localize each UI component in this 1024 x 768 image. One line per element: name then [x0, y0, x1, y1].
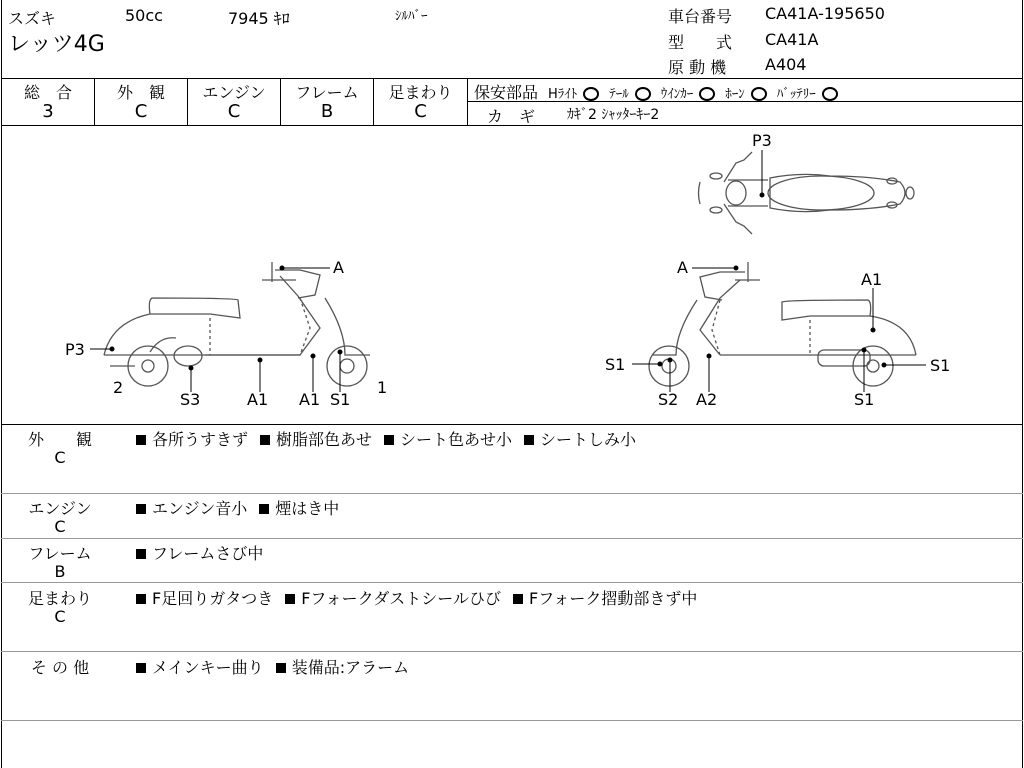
diagram-label-left-p3: P3 [65, 340, 85, 359]
section-frame-grade: B [54, 562, 66, 581]
grade-exterior-label: 外 観 [116, 83, 165, 102]
section-engine-title: エンジン [28, 499, 92, 518]
bullet-square-icon [260, 435, 270, 445]
section-suspension-title: 足まわり [27, 589, 92, 608]
bullet-square-icon [285, 594, 295, 604]
grade-frame-value: B [320, 101, 334, 122]
grade-engine-value: C [227, 101, 241, 122]
bullet-square-icon [136, 663, 146, 673]
section-line-4 [1, 651, 1023, 652]
note-item: 樹脂部色あせ [276, 430, 373, 449]
top-view-scooter [699, 152, 915, 234]
diagram-label-right-a: A [677, 258, 688, 277]
bullet-square-icon [259, 504, 269, 514]
note-item: シートしみ小 [540, 430, 637, 449]
grade-suspension-value: C [414, 101, 427, 122]
grade-total-value: 3 [42, 101, 54, 122]
section-suspension-notes [136, 586, 709, 609]
maker-text: スズキ [8, 9, 57, 28]
bullet-square-icon [524, 435, 534, 445]
section-exterior-grade: C [54, 448, 66, 467]
horn-ok-icon [751, 87, 767, 101]
sheet-right-border [1022, 0, 1023, 768]
grade-engine-label: エンジン [202, 83, 266, 102]
safety-item-tail: ﾃｰﾙ [609, 87, 629, 102]
safety-item-horn: ﾎｰﾝ [725, 87, 745, 102]
key-label: カ ギ [487, 107, 536, 126]
grade-frame-label: フレーム [295, 83, 359, 102]
section-line-2 [1, 538, 1023, 539]
safety-item-battery: ﾊﾞｯﾃﾘｰ [776, 87, 816, 102]
bullet-square-icon [136, 435, 146, 445]
key-value: ｶｷﾞ2 ｼｬｯﾀｰｷｰ2 [567, 107, 660, 123]
diagram-bottom-line [1, 424, 1023, 425]
winker-ok-icon [699, 87, 715, 101]
displacement-text: 50cc [125, 6, 163, 25]
safety-label: 保安部品 [474, 83, 539, 102]
safety-item-headlight: Hﾗｲﾄ [548, 87, 578, 102]
diagram-label-right-s1-bottom: S1 [854, 390, 875, 409]
note-item: Fフォークダストシールひび [301, 589, 501, 608]
tail-ok-icon [635, 87, 651, 101]
bullet-square-icon [276, 663, 286, 673]
grade-divider-5 [467, 78, 468, 125]
engine-label: 原 動 機 [668, 58, 727, 77]
section-suspension-grade: C [54, 607, 66, 626]
bullet-square-icon [384, 435, 394, 445]
diagram-label-right-a2: A2 [696, 390, 718, 409]
color-text: ｼﾙﾊﾞｰ [395, 9, 428, 24]
section-line-1 [1, 493, 1023, 494]
section-line-3 [1, 582, 1023, 583]
header-bottom-line [1, 78, 1023, 79]
note-item: エンジン音小 [152, 499, 248, 518]
bullet-square-icon [136, 549, 146, 559]
note-item: F足回りガタつき [152, 589, 274, 608]
bullet-square-icon [513, 594, 523, 604]
battery-ok-icon [822, 87, 838, 101]
diagram-label-right-s1-right: S1 [930, 356, 951, 375]
note-item: 装備品:アラーム [291, 658, 410, 677]
diagram-label-left-s3: S3 [180, 390, 201, 409]
diagram-label-right-s1-left: S1 [605, 355, 626, 374]
safety-item-winker: ｳｲﾝｶｰ [660, 87, 694, 102]
diagram-label-right-s2: S2 [658, 390, 679, 409]
diagram-label-left-2: 2 [113, 378, 124, 397]
type-value: CA41A [765, 30, 819, 49]
chassis-label: 車台番号 [668, 7, 733, 26]
note-item: シート色あせ小 [400, 430, 513, 449]
section-engine-notes [136, 496, 351, 519]
grade-total-label: 総 合 [23, 83, 72, 102]
section-frame-title: フレーム [28, 544, 92, 563]
engine-value: A404 [765, 55, 807, 74]
note-item: フレームさび中 [152, 544, 264, 563]
left-side-scooter [104, 262, 370, 386]
safety-parts-row [474, 80, 838, 103]
diagram-label-left-a1: A1 [247, 390, 269, 409]
note-item: Fフォーク摺動部きず中 [528, 589, 698, 608]
section-engine-grade: C [54, 517, 66, 536]
section-other-notes [136, 655, 421, 678]
chassis-value: CA41A-195650 [765, 4, 885, 23]
model-name: レッツ4G [8, 32, 105, 57]
headlight-ok-icon [583, 87, 599, 101]
type-label: 型 式 [668, 33, 733, 52]
diagram-label-left-1: 1 [377, 378, 388, 397]
section-frame-notes [136, 541, 275, 564]
bullet-square-icon [136, 504, 146, 514]
bullet-square-icon [136, 594, 146, 604]
section-exterior-notes [136, 427, 648, 450]
note-item: メインキー曲り [152, 658, 264, 677]
diagram-label-left-a1b: A1 [299, 390, 321, 409]
note-item: 煙はき中 [275, 499, 340, 518]
section-line-5 [1, 720, 1023, 721]
diagram-label-p3-top: P3 [752, 131, 772, 150]
section-other-title: そ の 他 [30, 658, 90, 677]
diagram-label-left-s1: S1 [330, 390, 351, 409]
note-item: 各所うすきず [152, 430, 249, 449]
diagram-label-left-a: A [333, 258, 344, 277]
diagram-label-right-a1: A1 [861, 270, 883, 289]
grade-suspension-label: 足まわり [388, 83, 453, 102]
mileage-text: 7945 ｷﾛ [228, 9, 290, 28]
section-exterior-title: 外 観 [27, 430, 92, 449]
grade-exterior-value: C [134, 101, 148, 122]
